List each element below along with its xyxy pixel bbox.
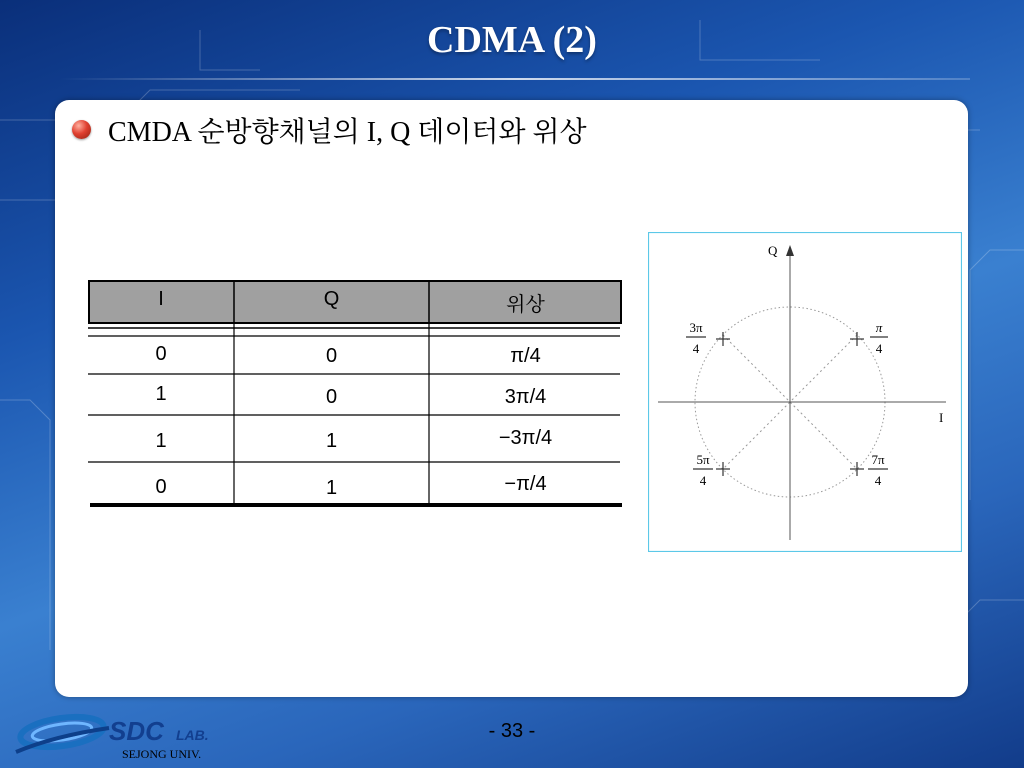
label-7pi-4-numerator: 7π: [871, 452, 885, 467]
page-number: - 33 -: [488, 720, 536, 742]
table-cell: 0: [155, 476, 167, 498]
i-axis-label: I: [939, 410, 944, 425]
q-axis-label: Q: [768, 243, 778, 258]
logo-swoosh-icon: [16, 712, 109, 752]
table-cell: −3π/4: [498, 427, 553, 449]
label-pi-4-numerator: π: [875, 320, 883, 335]
logo-suffix: LAB.: [176, 727, 209, 743]
sdc-lab-logo: [14, 706, 244, 762]
table-cell: 1: [155, 430, 167, 452]
label-3pi-4-denominator: 4: [692, 341, 700, 356]
label-pi-4-denominator: 4: [875, 341, 883, 356]
logo-name: SDC: [109, 716, 164, 746]
constellation-diagram: [648, 232, 962, 552]
table-cell: 1: [325, 430, 338, 452]
table-header-i: I: [158, 288, 164, 310]
table-cell: π/4: [510, 345, 541, 367]
table-cell: 0: [155, 343, 167, 365]
label-5pi-4-denominator: 4: [699, 473, 707, 488]
bullet-icon: [72, 120, 91, 139]
table-header-phase: 위상: [506, 294, 545, 316]
table-cell: 1: [155, 383, 167, 405]
table-cell: −π/4: [504, 473, 547, 495]
label-5pi-4-numerator: 5π: [696, 452, 710, 467]
table-cell: 3π/4: [504, 386, 547, 408]
iq-phase-table: [88, 280, 622, 510]
slide-title: CDMA (2): [427, 19, 597, 61]
bullet-text: CMDA 순방향채널의 I, Q 데이터와 위상: [108, 117, 587, 148]
table-cell: 0: [325, 386, 338, 408]
title-divider: [60, 78, 970, 80]
table-header-q: Q: [323, 288, 340, 310]
logo-subtitle: SEJONG UNIV.: [122, 747, 202, 761]
label-3pi-4-numerator: 3π: [689, 320, 703, 335]
table-cell: 1: [325, 477, 338, 499]
label-7pi-4-denominator: 4: [874, 473, 882, 488]
table-cell: 0: [325, 345, 338, 367]
